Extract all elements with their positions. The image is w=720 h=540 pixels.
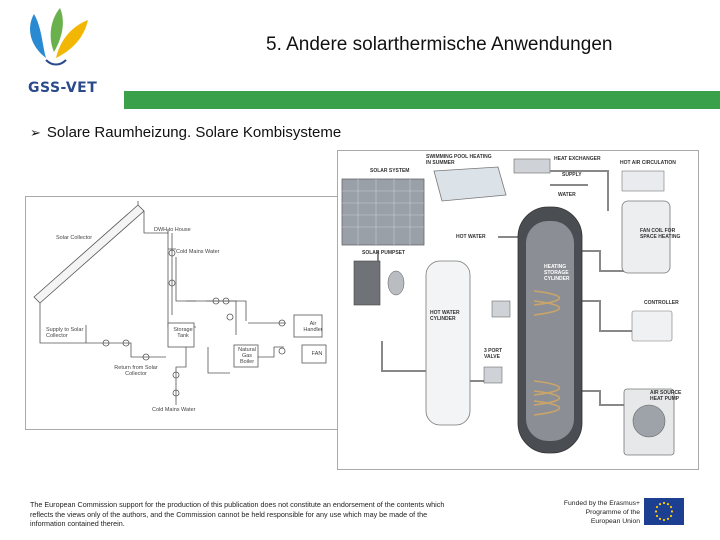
bullet-text: Solare Raumheizung. Solare Kombisysteme bbox=[46, 124, 342, 141]
label-water: WATER bbox=[558, 192, 576, 198]
bullet-point bbox=[30, 124, 341, 141]
label-cold-mains-top: Cold Mains Water bbox=[176, 249, 220, 255]
label-hot-water-cylinder: HOT WATER CYLINDER bbox=[430, 310, 460, 322]
label-fan: FAN bbox=[311, 351, 323, 357]
label-cold-mains-bottom: Cold Mains Water bbox=[152, 407, 196, 413]
label-air-handler: Air Handler bbox=[303, 321, 323, 334]
eu-disclaimer: The European Commission support for the production of this publication does not constitute an endorsement of the contents which reflects the views only of the authors, and the Commission cannot be held responsible for any use which may be made of the information contained therein. bbox=[30, 500, 445, 528]
label-return-from-collector: Return from Solar Collector bbox=[114, 365, 158, 378]
label-hot-water: HOT WATER bbox=[456, 234, 486, 240]
page-title: 5. Andere solarthermische Anwendungen bbox=[266, 34, 613, 55]
label-air-source-heat-pump: AIR SOURCE HEAT PUMP bbox=[650, 390, 682, 402]
label-dwh-to-house: DWH to House bbox=[154, 227, 191, 233]
label-swimming-pool: SWIMMING POOL HEATING IN SUMMER bbox=[426, 154, 492, 166]
label-supply: SUPPLY bbox=[562, 172, 582, 178]
label-gas-boiler: Natural Gas Boiler bbox=[238, 347, 256, 366]
label-fan-coil: FAN COIL FOR SPACE HEATING bbox=[640, 228, 681, 240]
label-three-port-valve: 3 PORT VALVE bbox=[484, 348, 503, 360]
label-heating-storage: HEATING STORAGE CYLINDER bbox=[544, 264, 570, 282]
header-divider-bar bbox=[124, 91, 720, 109]
label-hot-air: HOT AIR CIRCULATION bbox=[620, 160, 676, 166]
label-solar-collector: Solar Collector bbox=[56, 235, 93, 241]
label-solar-pumpset: SOLAR PUMPSET bbox=[362, 250, 406, 256]
solar-heating-schematic bbox=[25, 196, 339, 430]
label-controller: CONTROLLER bbox=[644, 300, 679, 306]
label-solar-system: SOLAR SYSTEM bbox=[370, 168, 410, 174]
label-storage-tank: Storage Tank bbox=[173, 327, 193, 340]
illustration-graphics bbox=[338, 151, 698, 469]
eu-flag-icon bbox=[644, 498, 684, 525]
label-supply-to-collector: Supply to Solar Collector bbox=[46, 327, 84, 340]
erasmus-funding-text: Funded by the Erasmus+ Programme of the European Union bbox=[563, 500, 640, 525]
bullet-arrow-icon: ➢ bbox=[30, 125, 41, 140]
label-heat-exchanger: HEAT EXCHANGER bbox=[554, 156, 601, 162]
combi-system-illustration bbox=[337, 150, 699, 470]
logo-text: GSS-VET bbox=[28, 80, 98, 96]
